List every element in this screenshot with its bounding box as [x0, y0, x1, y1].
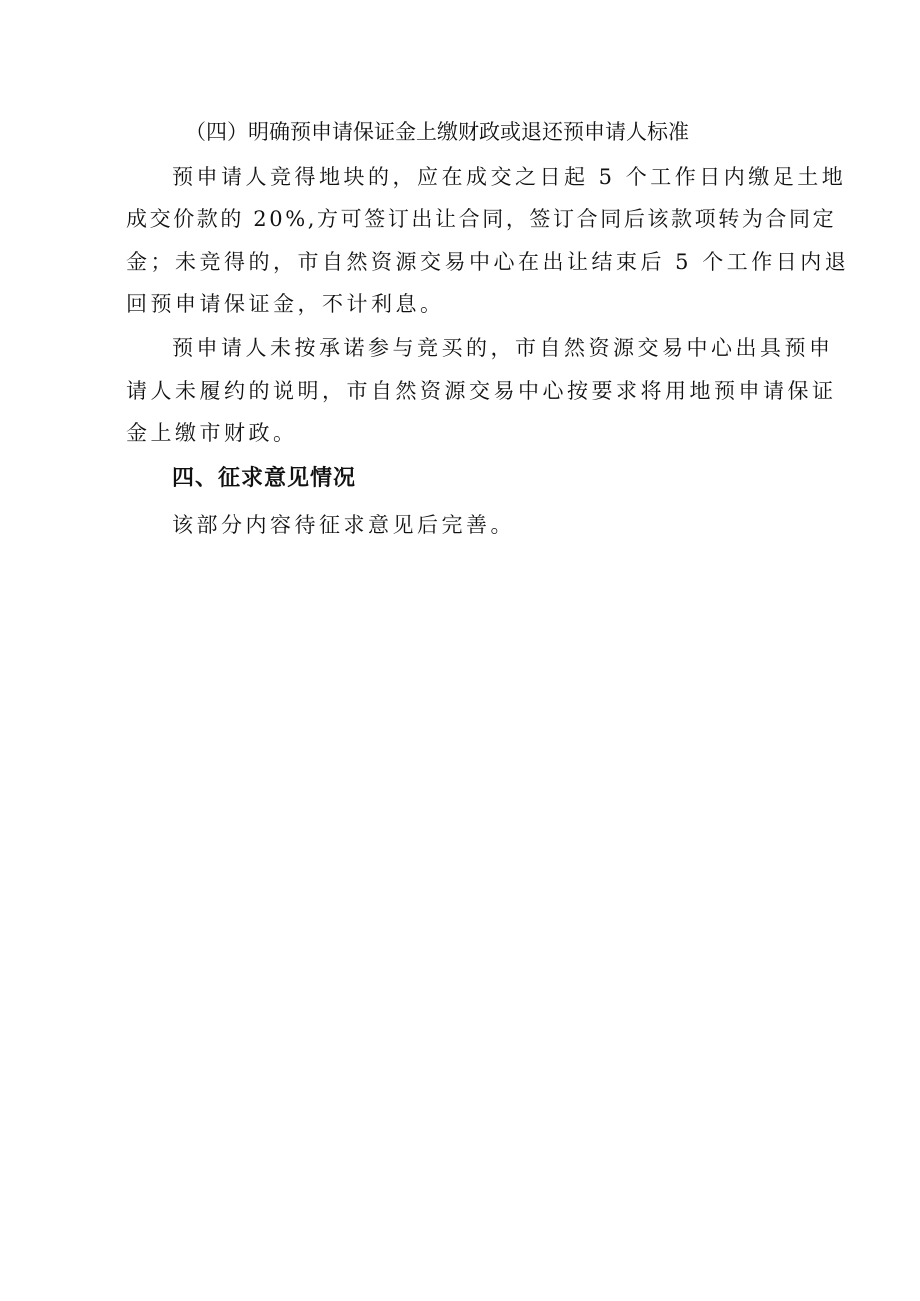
- paragraph-1-line-4: 回预申请保证金，不计利息。: [126, 292, 445, 316]
- paragraph-2-line-1: 预申请人未按承诺参与竞买的，市自然资源交易中心出具预申: [172, 336, 834, 360]
- paragraph-1-line-1: 预申请人竞得地块的，应在成交之日起 5 个工作日内缴足土地: [172, 165, 847, 189]
- paragraph-1-line-3: 金；未竞得的，市自然资源交易中心在出让结束后 5 个工作日内退: [126, 250, 850, 274]
- paragraph-2-line-3: 金上缴市财政。: [126, 421, 298, 445]
- paragraph-3: 该部分内容待征求意见后完善。: [172, 513, 515, 537]
- section-heading: 四、征求意见情况: [172, 466, 357, 491]
- paragraph-1-line-2: 成交价款的 20%,方可签订出让合同，签订合同后该款项转为合同定: [126, 207, 837, 231]
- paragraph-2-line-2: 请人未履约的说明，市自然资源交易中心按要求将用地预申请保证: [126, 379, 837, 403]
- subsection-heading: （四）明确预申请保证金上缴财政或退还预申请人标准: [185, 120, 689, 144]
